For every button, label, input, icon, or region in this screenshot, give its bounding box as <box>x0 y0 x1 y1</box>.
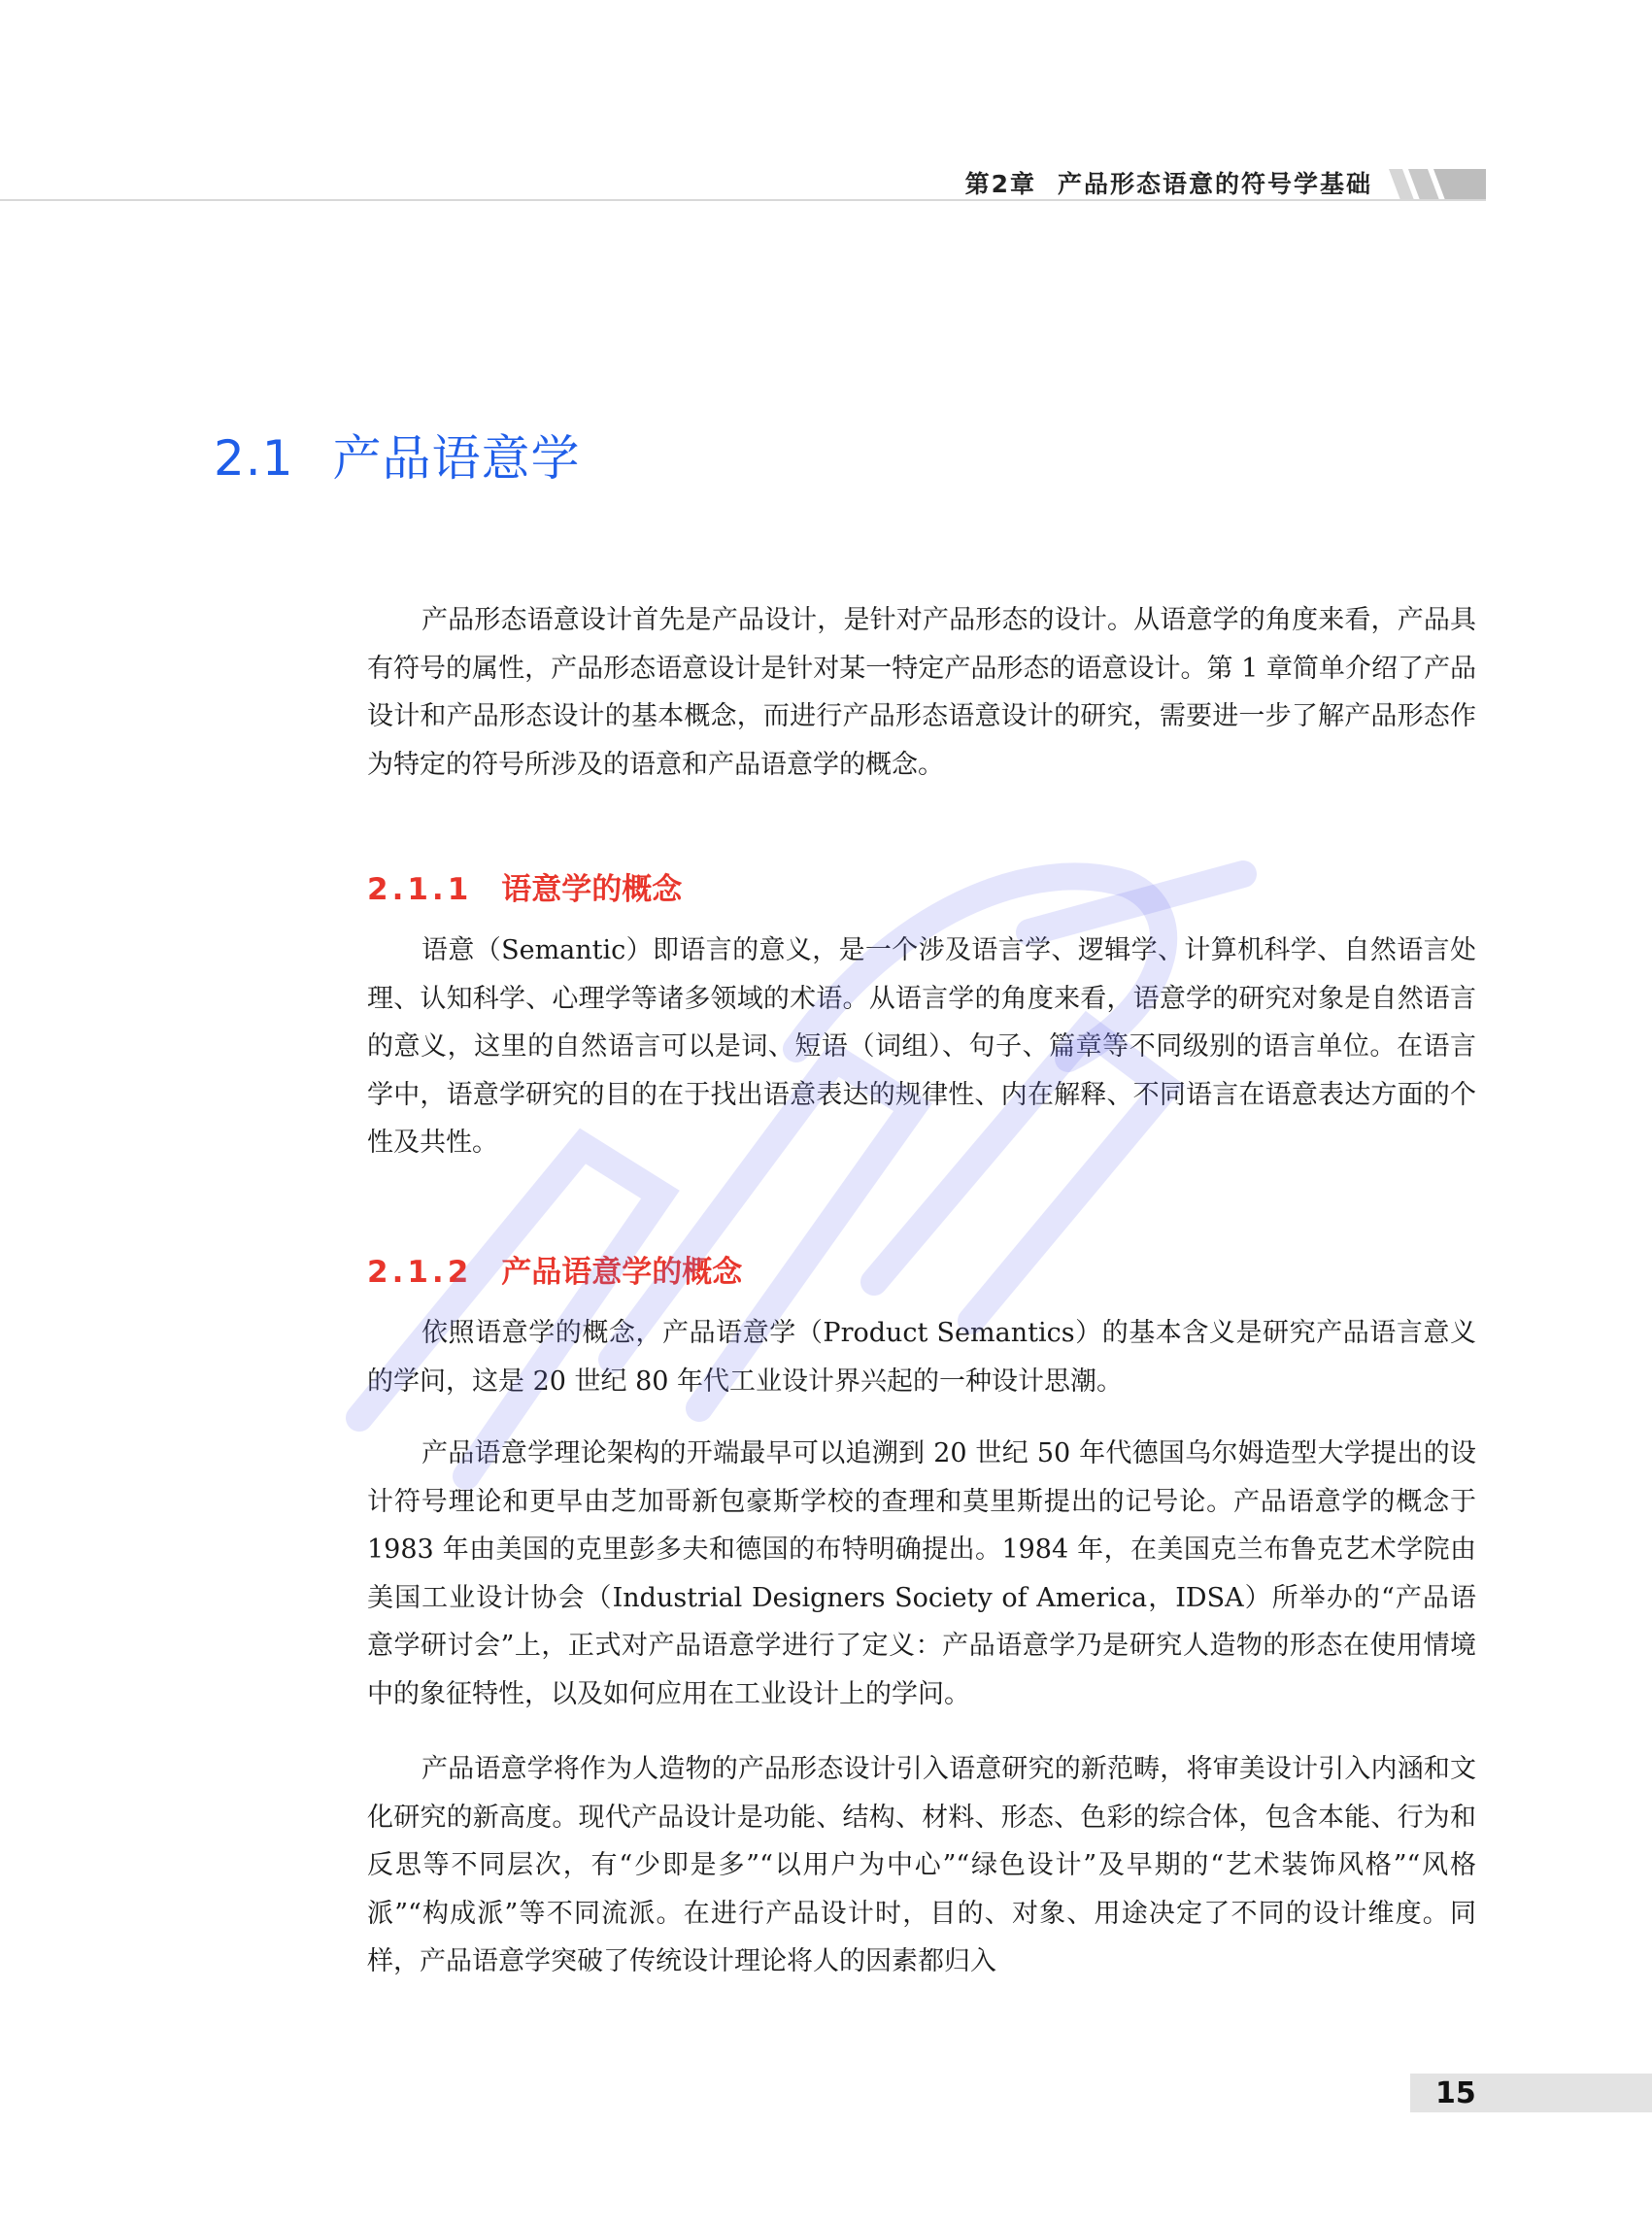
section-number: 2.1 <box>214 430 294 487</box>
page-number: 15 <box>1435 2076 1476 2110</box>
header-title: 产品形态语意的符号学基础 <box>1057 170 1372 198</box>
section-title-text: 产品语意学 <box>332 430 581 487</box>
section-title <box>214 420 581 489</box>
subsection-title-2-1-2 <box>367 1247 742 1291</box>
paragraph-2-1-2-b: 产品语意学理论架构的开端最早可以追溯到 20 世纪 50 年代德国乌尔姆造型大学提出的设计符号理论和更早由芝加哥新包豪斯学校的查理和莫里斯提出的记号论。产品语意学的概念于 1983 年由美国的克里彭多夫和德国的布特明确提出。1984 年，在美国克兰布鲁克艺术学院由美国工业设计协会（Industrial Designers Society of America，IDSA）所举办的“产品语意学研讨会”上，正式对产品语意学进行了定义：产品语意学乃是研究人造物的形态在使用情境中的象征特性，以及如何应用在工业设计上的学问。 <box>367 1438 1476 1709</box>
subsection-title-2-1-1 <box>367 864 682 908</box>
intro-paragraph: 产品形态语意设计首先是产品设计，是针对产品形态的设计。从语意学的角度来看，产品具有符号的属性，产品形态语意设计是针对某一特定产品形态的语意设计。第 1 章简单介绍了产品设计和产品形态设计的基本概念，而进行产品形态语意设计的研究，需要进一步了解产品形态作为特定的符号所涉及的语意和产品语意学的概念。 <box>367 605 1476 780</box>
subsection-number: 2.1.2 <box>367 1255 473 1290</box>
running-header <box>0 0 1652 204</box>
running-header-text <box>965 165 1372 200</box>
paragraph-2-1-2-c: 产品语意学将作为人造物的产品形态设计引入语意研究的新范畴，将审美设计引入内涵和文化研究的新高度。现代产品设计是功能、结构、材料、形态、色彩的综合体，包含本能、行为和反思等不同层次，有“少即是多”“以用户为中心”“绿色设计”及早期的“艺术装饰风格”“风格派”“构成派”等不同流派。在进行产品设计时，目的、对象、用途决定了不同的设计维度。同样，产品语意学突破了传统设计理论将人的因素都归入 <box>367 1754 1476 1976</box>
paragraph-2-1-1: 语意（Semantic）即语言的意义，是一个涉及语言学、逻辑学、计算机科学、自然语言处理、认知科学、心理学等诸多领域的术语。从语言学的角度来看，语意学的研究对象是自然语言的意义，这里的自然语言可以是词、短语（词组）、句子、篇章等不同级别的语言单位。在语言学中，语意学研究的目的在于找出语意表达的规律性、内在解释、不同语言在语意表达方面的个性及共性。 <box>367 935 1476 1158</box>
subsection-number: 2.1.1 <box>367 872 473 907</box>
header-rule <box>0 199 1486 201</box>
subsection-title-text: 产品语意学的概念 <box>501 1255 743 1290</box>
subsection-title-text: 语意学的概念 <box>501 872 683 907</box>
header-chapter: 第2章 <box>964 170 1036 198</box>
header-decoration <box>1389 169 1486 200</box>
paragraph-2-1-2-a: 依照语意学的概念，产品语意学（Product Semantics）的基本含义是研究产品语言意义的学问，这是 20 世纪 80 年代工业设计界兴起的一种设计思潮。 <box>367 1318 1476 1397</box>
